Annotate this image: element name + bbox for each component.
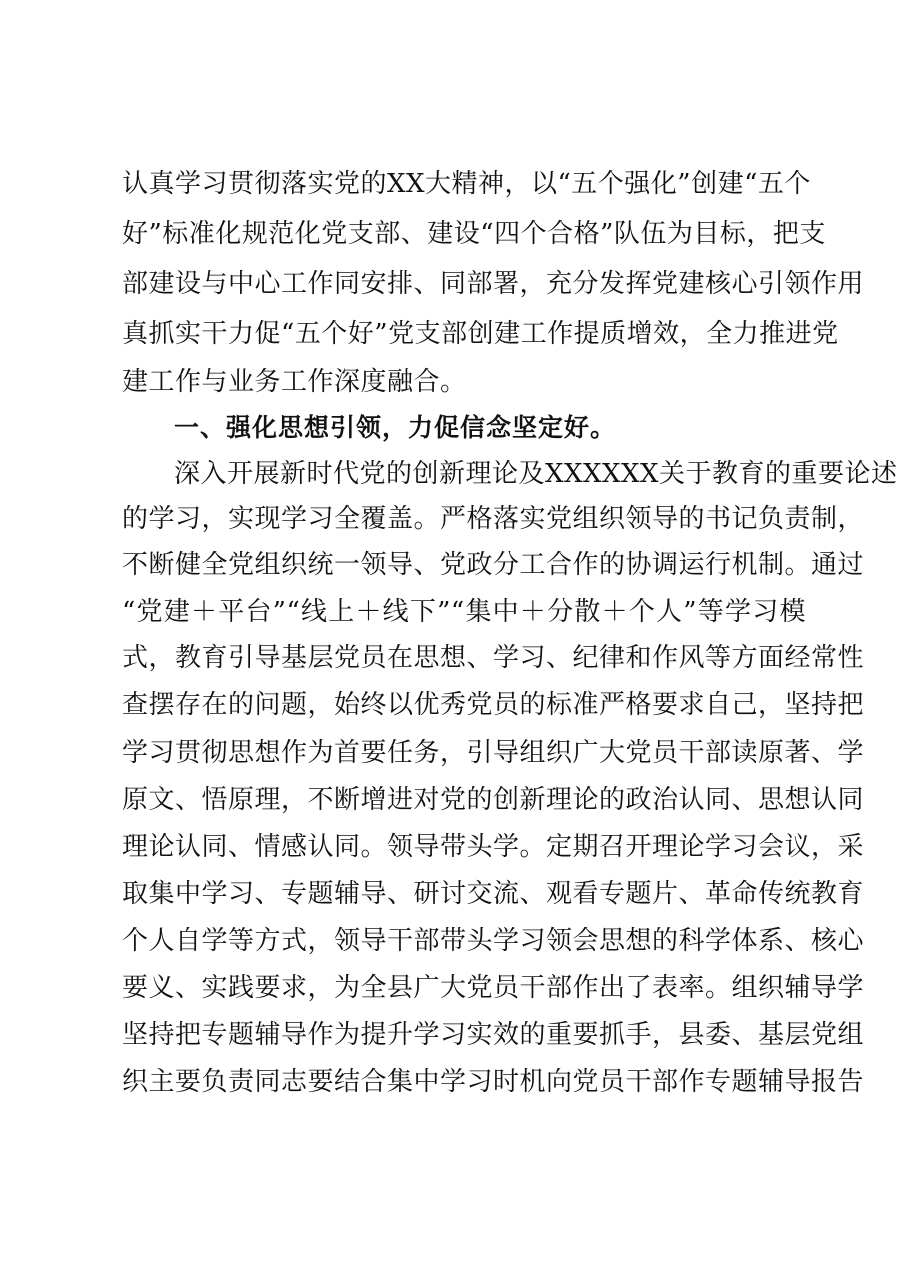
text-line: 个人自学等方式，领导干部带头学习领会思想的科学体系、核心	[122, 926, 865, 956]
text-line: 深入开展新时代党的创新理论及XXXXXX关于教育的重要论述	[174, 459, 898, 489]
text-line: 坚持把专题辅导作为提升学习实效的重要抓手，县委、基层党组	[122, 1020, 865, 1050]
text-line: 的学习，实现学习全覆盖。严格落实党组织领导的书记负责制，	[122, 504, 865, 534]
text-line: 原文、悟原理，不断增进对党的创新理论的政治认同、思想认同	[122, 785, 865, 815]
text-line: 式，教育引导基层党员在思想、学习、纪律和作风等方面经常性	[122, 643, 865, 673]
text-line: 真抓实干力促“五个好”党支部创建工作提质增效，全力推进党	[122, 319, 839, 349]
text-line: 取集中学习、专题辅导、研讨交流、观看专题片、革命传统教育	[122, 879, 865, 909]
text-line: 查摆存在的问题，始终以优秀党员的标准严格要求自己，坚持把	[122, 690, 865, 720]
text-line: 部建设与中心工作同安排、同部署，充分发挥党建核心引领作用	[122, 269, 865, 299]
text-line: 理论认同、情感认同。领导带头学。定期召开理论学习会议，采	[122, 832, 865, 862]
text-line: 不断健全党组织统一领导、党政分工合作的协调运行机制。通过	[122, 550, 865, 580]
text-line: 学习贯彻思想作为首要任务，引导组织广大党员干部读原著、学	[122, 738, 865, 768]
text-line: 织主要负责同志要结合集中学习时机向党员干部作专题辅导报告	[122, 1067, 865, 1097]
text-line: 要义、实践要求，为全县广大党员干部作出了表率。组织辅导学	[122, 973, 865, 1003]
section-heading: 一、强化思想引领，力促信念坚定好。	[174, 413, 617, 442]
text-line: 好”标准化规范化党支部、建设“四个合格”队伍为目标，把支	[122, 219, 826, 249]
text-line: 建工作与业务工作深度融合。	[122, 367, 467, 397]
text-line: “党建＋平台”“线上＋线下”“集中＋分散＋个人”等学习模	[122, 597, 806, 627]
text-line: 认真学习贯彻落实党的XX大精神，以“五个强化”创建“五个	[122, 169, 811, 199]
